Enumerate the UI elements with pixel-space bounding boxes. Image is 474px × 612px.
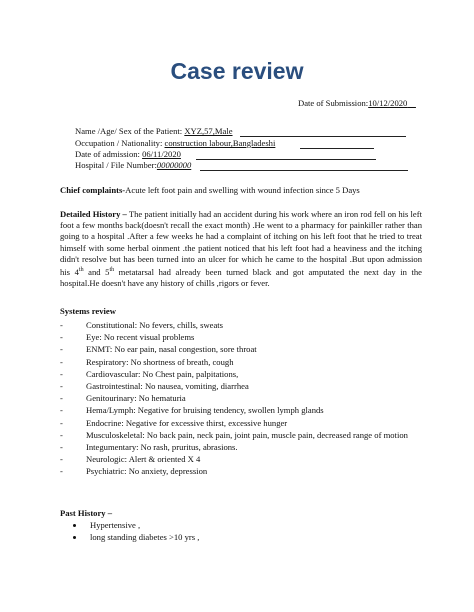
hospital-file-value: 00000000 [156,160,192,170]
detailed-history-text-3: metatarsal had already been turned black and got amputated the next day in the hospital.He doesn't have any history of chills ,rigors or fever. [60,266,422,289]
past-history-list [60,520,360,543]
list-item: - Gastrointestinal: No nausea, vomiting, diarrhea [60,381,249,392]
list-item: - Constitutional: No fevers, chills, sweats [60,320,224,330]
dash-bullet: - [60,344,63,355]
patient-name-field [75,126,233,136]
list-item: - Neurologic: Alert & oriented X 4 [60,454,201,465]
detailed-history-text-1: The patient initially had an accident during his work where an iron rod fell on his left foot a few months back(doesn't recall the exact month) .He went to a pharmacy for painkiller rather than going to a hospital .After a few weeks he had a complaint of itching on his left foot that he tried to treat himself with some herbal oinment .the patient noticed that his left foot had a heaviness and the itching didn't resolve but has been turned into an ulcer for which he came to the hospital .But upon admission his 4 [60,209,422,277]
chief-complaints-label: Chief complaints- [60,185,126,195]
list-item: - Respiratory: No shortness of breath, cough [60,356,234,367]
bullet-dot [73,524,76,527]
document-title: Case review [170,58,304,84]
past-history-heading: Past History – [60,508,113,518]
occupation-label: Occupation / Nationality: [75,138,165,148]
detailed-history [60,209,422,289]
patient-name-label: Name /Age/ Sex of the Patient: [75,126,185,136]
submission-date [298,98,416,108]
admission-date-value: 06/11/2020 [142,149,181,159]
list-item: - Integumentary: No rash, pruritus, abrasions. [60,442,238,453]
dash-bullet: - [60,393,63,404]
hospital-file-label: Hospital / File Number: [75,160,157,170]
submission-label: Date of Submission: [298,98,369,108]
list-item: long standing diabetes >10 yrs , [60,532,360,544]
dash-bullet: - [60,466,63,477]
dash-bullet: - [60,429,63,440]
dash-bullet: - [60,356,63,367]
dash-bullet: - [60,417,63,428]
admission-date-label: Date of admission: [75,149,143,159]
list-item: - Hema/Lymph: Negative for bruising tendency, swollen lymph glands [60,405,324,416]
list-item: - Psychiatric: No anxiety, depression [60,466,208,477]
detailed-history-sup-1: th [78,267,84,274]
dash-bullet: - [60,332,63,343]
admission-date-field [75,149,181,159]
dash-bullet: - [60,405,63,416]
list-item: - Cardiovascular: No Chest pain, palpitations, [60,368,239,379]
patient-name-rule [240,136,406,137]
systems-review-heading: Systems review [60,306,116,316]
patient-name-value: XYZ,57,Male [184,126,233,136]
list-item: - Genitourinary: No hematuria [60,393,186,404]
admission-date-rule [196,159,376,160]
dash-bullet: - [60,320,63,330]
chief-complaints [60,185,422,196]
hospital-file-field [75,160,191,170]
list-item: - Eye: No recent visual problems [60,332,195,343]
occupation-value: construction labour,Bangladeshi [164,138,276,148]
list-item: Hypertensive , [60,520,360,532]
dash-bullet: - [60,454,63,465]
list-item: - Musculoskeletal: No back pain, neck pain, joint pain, muscle pain, decreased range of motion [60,429,408,440]
submission-value: 10/12/2020 [368,98,408,108]
dash-bullet: - [60,381,63,392]
list-item: - Endocrine: Negative for excessive thirst, excessive hunger [60,417,288,428]
submission-underline-tail [407,98,416,108]
detailed-history-sup-2: th [109,267,115,274]
list-item: - ENMT: No ear pain, nasal congestion, sore throat [60,344,257,355]
detailed-history-text-2: and 5 [83,266,110,277]
bullet-dot [73,536,76,539]
occupation-rule [300,148,374,149]
chief-complaints-text: Acute left foot pain and swelling with wound infection since 5 Days [125,185,360,195]
hospital-file-rule [200,170,408,171]
occupation-field [75,138,275,148]
detailed-history-label: Detailed History – [60,209,127,219]
dash-bullet: - [60,442,63,453]
dash-bullet: - [60,368,63,379]
systems-review-list [60,319,440,478]
